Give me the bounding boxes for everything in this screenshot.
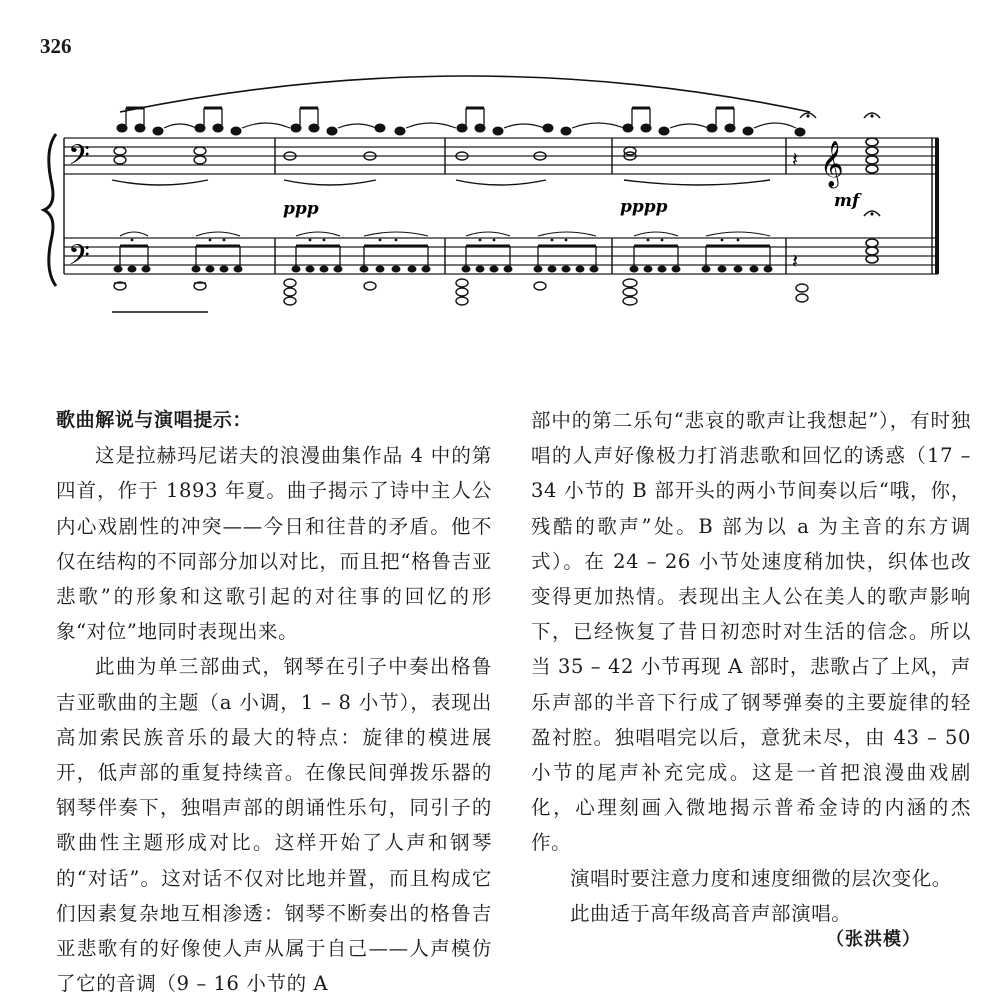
phrase-slur xyxy=(120,76,810,112)
upper-melody xyxy=(117,108,805,136)
dynamic-pppp: pppp xyxy=(620,197,668,217)
bass-clef-upper: 𝄢 xyxy=(68,139,90,179)
paragraph-2: 此曲为单三部曲式，钢琴在引子中奏出格鲁吉亚歌曲的主题（a 小调，1 – 8 小节），表现出高加索民族音乐的最大的特点：旋律的模进展开，低声部的重复持续音。在像民间弹拨乐器的钢琴伴奏下，独唱声部的朗诵性乐句，同引子的歌曲性主题形成对比。这样开始了人声和钢琴的“对话”。这对话不仅对比地并置，而且构成它们因素复杂地互相渗透：钢琴不断奏出的格鲁吉亚悲歌有的好像使人声从属于自己——人声模仿了它的音调（9 – 16 小节的 A xyxy=(56,655,492,996)
bass-clef-lower: 𝄢 xyxy=(68,239,90,279)
dynamic-ppp: ppp xyxy=(283,199,319,219)
grand-staff-brace xyxy=(44,134,56,286)
commentary-right-column xyxy=(531,403,971,931)
quarter-rest-lower: 𝄽 xyxy=(792,249,799,273)
upper-inner-voices xyxy=(112,147,770,185)
lower-accompaniment xyxy=(114,246,772,272)
commentary-heading: 歌曲解说与演唱提示： xyxy=(56,409,253,431)
paragraph-1: 这是拉赫玛尼诺夫的浪漫曲集作品 4 中的第四首，作于 1893 年夏。曲子揭示了诗中主人公内心戏剧性的冲突——今日和往昔的矛盾。他不仅在结构的不同部分加以对比，而且把“格鲁吉亚悲歌”的形象和这歌引起的对往事的回忆的形象“对位”地同时表现出来。 xyxy=(56,444,492,644)
commentary-left-column xyxy=(56,403,492,1001)
music-score xyxy=(0,0,1000,400)
lower-slurs xyxy=(120,232,770,236)
treble-clef: 𝄞 xyxy=(820,141,844,187)
paragraph-5: 此曲适于高年级高音声部演唱。 xyxy=(570,901,852,925)
page-number: 326 xyxy=(40,34,72,58)
upper-staff xyxy=(64,138,938,174)
final-chord-upper xyxy=(864,113,880,173)
staccato-dots xyxy=(131,239,740,242)
paragraph-3: 部中的第二乐句“悲哀的歌声让我想起”），有时独唱的人声好像极力打消悲歌和回忆的诱惑（17 – 34 小节的 B 部开头的两小节间奏以后“哦，你，残酷的歌声”处。B 部为以 a 为主音的东方调式）。在 24 – 26 小节处速度稍加快，织体也改变得更加热情。表现出主人公在美人的歌声影响下，已经恢复了昔日初恋时对生活的信念。所以当 35 – 42 小节再现 A 部时，悲歌占了上风，声乐声部的半音下行成了钢琴弹奏的主要旋律的轻盈衬腔。独唱唱完以后，意犹未尽，由 43 – 50 小节的尾声补充完成。这是一首把浪漫曲戏剧化，心理刻画入微地揭示普希金诗的内涵的杰作。 xyxy=(531,409,971,855)
bass-half-notes xyxy=(112,279,808,312)
dynamic-mf: mf xyxy=(834,191,860,211)
final-chord-lower xyxy=(864,211,880,263)
quarter-rest: 𝄽 xyxy=(792,147,799,171)
paragraph-4: 演唱时要注意力度和速度细微的层次变化。 xyxy=(570,866,952,890)
author-byline: （张洪模） xyxy=(826,929,921,950)
